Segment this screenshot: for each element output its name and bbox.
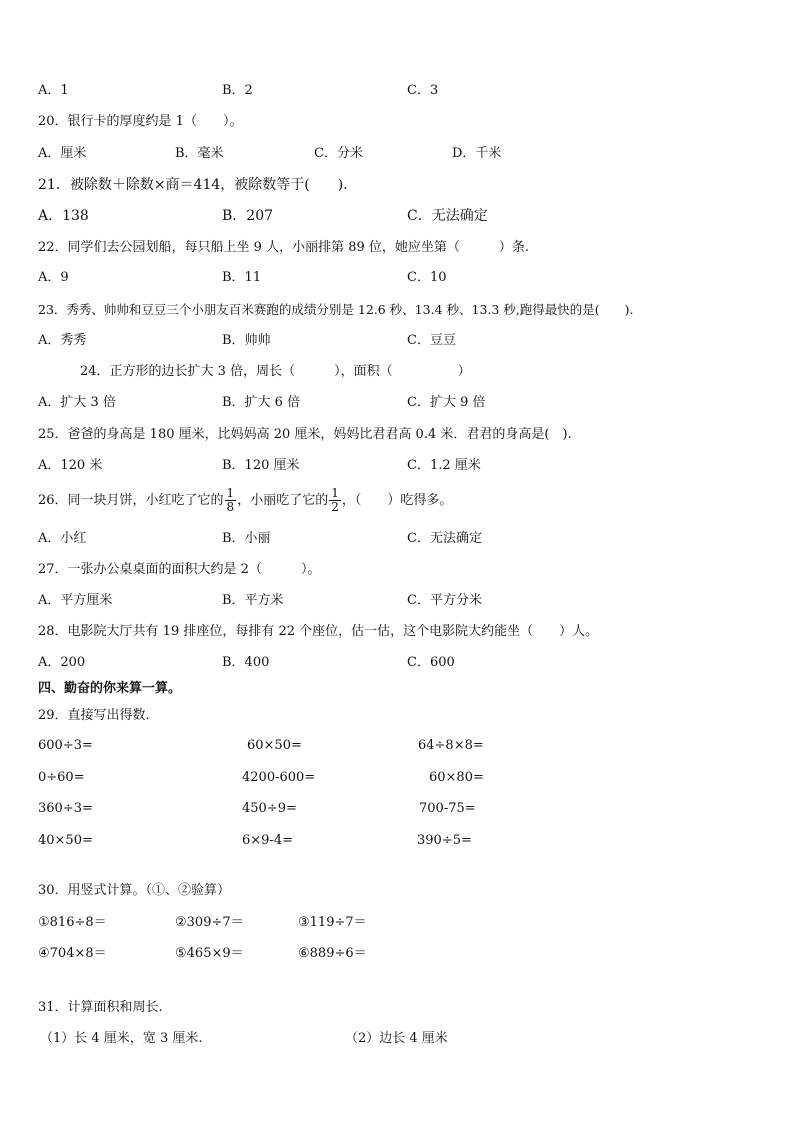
q21-option-c: C．无法确定: [407, 208, 488, 224]
q29-item: 40×50=: [38, 833, 93, 848]
q26-option-c: C．无法确定: [407, 531, 482, 546]
q23-option-c: C．豆豆: [407, 333, 456, 348]
q29-item: 700-75=: [419, 801, 476, 816]
q20-option-a: A．厘米: [38, 146, 87, 161]
q29-item: 600÷3=: [38, 738, 93, 753]
q22-option-a: A．9: [38, 270, 69, 285]
q19-option-a: A．1: [38, 83, 69, 98]
q27-option-a: A．平方厘米: [38, 593, 113, 608]
q31-part-2: （2）边长 4 厘米: [345, 1031, 448, 1046]
fraction-one-eighth: [225, 487, 237, 514]
q26-text-part2: ，小丽吃了它的: [237, 493, 329, 508]
question-30: 30．用竖式计算。（①、②验算）: [38, 883, 231, 898]
q25-option-a: A．120 米: [38, 458, 103, 473]
q26-text-part1: 26．同一块月饼，小红吃了它的: [38, 493, 224, 508]
q26-option-a: A．小红: [38, 531, 87, 546]
q26-text-part3: ，（ ）吃得多。: [341, 493, 453, 508]
q20-option-b: B．毫米: [175, 146, 224, 161]
question-29: 29．直接写出得数.: [38, 708, 150, 723]
q29-item: 64÷8×8=: [418, 738, 484, 753]
q23-option-a: A．秀秀: [38, 333, 87, 348]
q25-option-b: B．120 厘米: [222, 458, 300, 473]
fraction-numerator: 1: [331, 486, 339, 500]
fraction-one-half: [329, 487, 341, 514]
q30-item: ④704×8＝: [38, 946, 107, 961]
q26-option-b: B．小丽: [222, 531, 271, 546]
q28-option-b: B．400: [222, 655, 270, 670]
q30-item: ⑤465×9＝: [175, 946, 244, 961]
question-21: 21．被除数＋除数×商＝414，被除数等于( )．: [38, 177, 358, 193]
question-20: 20．银行卡的厚度约是 1（ ）。: [38, 114, 243, 129]
q29-item: 60×80=: [429, 770, 484, 785]
q23-option-b: B．帅帅: [222, 333, 271, 348]
q29-item: 4200-600=: [242, 770, 316, 785]
q29-item: 450÷9=: [242, 801, 297, 816]
fraction-denominator: 2: [331, 500, 339, 514]
q24-option-a: A．扩大 3 倍: [38, 395, 116, 410]
q29-item: 360÷3=: [38, 801, 93, 816]
q21-option-a: A．138: [38, 208, 89, 224]
q30-item: ②309÷7＝: [175, 915, 244, 930]
q24-option-c: C．扩大 9 倍: [407, 395, 486, 410]
q25-option-c: C．1.2 厘米: [407, 458, 481, 473]
q22-option-b: B．11: [222, 270, 262, 285]
section-heading: 四、勤奋的你来算一算。: [38, 681, 182, 696]
q21-option-b: B．207: [222, 208, 274, 224]
q27-option-c: C．平方分米: [407, 593, 482, 608]
question-26: [38, 484, 452, 518]
question-28: 28．电影院大厅共有 19 排座位，每排有 22 个座位，估一估，这个电影院大约能坐（ ）人。: [38, 624, 599, 639]
q19-option-c: C．3: [407, 83, 439, 98]
q22-option-c: C．10: [407, 270, 447, 285]
question-25: 25．爸爸的身高是 180 厘米，比妈妈高 20 厘米，妈妈比君君高 0.4 米．君君的身高是( ).: [38, 427, 572, 442]
q24-option-b: B．扩大 6 倍: [222, 395, 301, 410]
question-27: 27．一张办公桌桌面的面积大约是 2（ ）。: [38, 562, 321, 577]
q20-option-d: D．千米: [452, 146, 502, 161]
q19-option-b: B．2: [222, 83, 253, 98]
question-22: 22．同学们去公园划船，每只船上坐 9 人，小丽排第 89 位，她应坐第（ ）条.: [38, 240, 530, 255]
question-23: 23．秀秀、帅帅和豆豆三个小朋友百米赛跑的成绩分别是 12.6 秒、13.4 秒、13.3 秒,跑得最快的是( ).: [38, 302, 634, 317]
question-24: 24．正方形的边长扩大 3 倍，周长（ ），面积（ ）: [80, 364, 471, 379]
q31-part-1: （1）长 4 厘米，宽 3 厘米.: [40, 1031, 203, 1046]
fraction-denominator: 8: [226, 500, 235, 514]
q30-item: ①816÷8＝: [38, 915, 107, 930]
question-31: 31．计算面积和周长.: [38, 1000, 163, 1015]
q29-item: 390÷5=: [417, 833, 472, 848]
q29-item: 0÷60=: [38, 770, 85, 785]
q20-option-c: C．分米: [314, 146, 363, 161]
q30-item: ③119÷7＝: [298, 915, 367, 930]
q29-item: 6×9-4=: [242, 833, 293, 848]
q27-option-b: B．平方米: [222, 593, 284, 608]
q28-option-c: C．600: [407, 655, 455, 670]
q28-option-a: A．200: [38, 655, 86, 670]
q29-item: 60×50=: [247, 738, 302, 753]
fraction-numerator: 1: [226, 486, 235, 500]
q30-item: ⑥889÷6＝: [298, 946, 367, 961]
